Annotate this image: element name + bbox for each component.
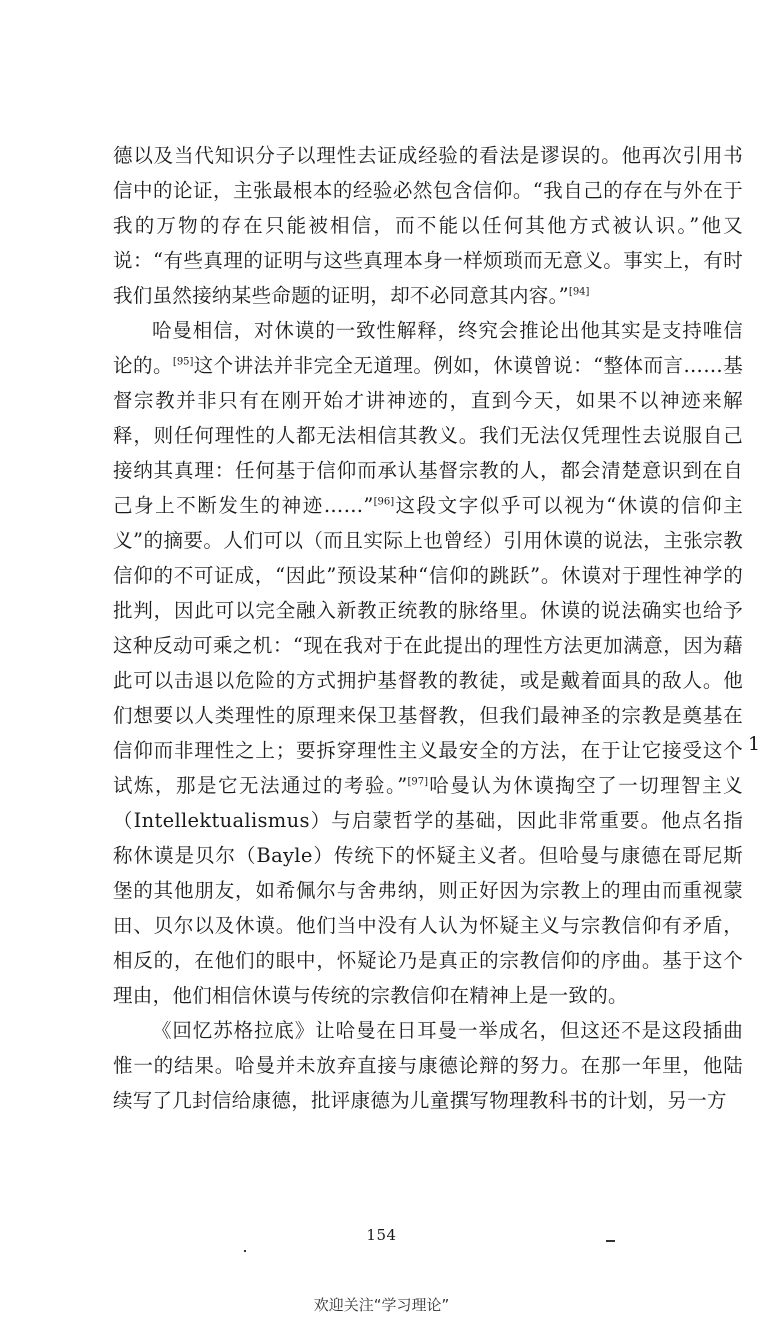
paragraph-text: 德以及当代知识分子以理性去证成经验的看法是谬误的。他再次引用书信中的论证，主张最根本的经验必然包含信仰。“我自己的存在与外在于我的万物的存在只能被相信，而不能以任何其他方式被认识。”他又说：“有些真理的证明与这些真理本身一样烦琐而无意义。事实上，有时我们虽然接纳某些命题的证明，却不必同意其内容。” (113, 144, 743, 307)
page-number: 154 (366, 1226, 397, 1244)
margin-mark: 1 (748, 733, 761, 755)
body-paragraph (113, 313, 743, 1013)
scan-speck (244, 1250, 246, 1252)
footer-note: 欢迎关注“学习理论” (313, 1296, 450, 1314)
page-body (113, 138, 743, 1118)
footnote-marker: [97] (407, 776, 429, 788)
footnote-marker: [95] (172, 356, 194, 368)
body-paragraph (113, 138, 743, 313)
paragraph-text: 哈曼相信，对休谟的一致性解释，终究会推论出他其实是支持唯信论的。 (113, 319, 743, 377)
paragraph-text: 这个讲法并非完全无道理。例如，休谟曾说：“整体而言……基督宗教并非只有在刚开始才讲神迹的，直到今天，如果不以神迹来解释，则任何理性的人都无法相信其教义。我们无法仅凭理性去说服自己接纳其真理：任何基于信仰而承认基督宗教的人，都会清楚意识到在自己身上不断发生的神迹……” (113, 354, 743, 517)
scan-speck (606, 1240, 615, 1242)
body-paragraph (113, 1013, 743, 1118)
paragraph-text: 哈曼认为休谟掏空了一切理智主义（Intellektualismus）与启蒙哲学的基础，因此非常重要。他点名指称休谟是贝尔（Bayle）传统下的怀疑主义者。但哈曼与康德在哥尼斯堡的其他朋友，如希佩尔与舍弗纳，则正好因为宗教上的理由而重视蒙田、贝尔以及休谟。他们当中没有人认为怀疑主义与宗教信仰有矛盾，相反的，在他们的眼中，怀疑论乃是真正的宗教信仰的序曲。基于这个理由，他们相信休谟与传统的宗教信仰在精神上是一致的。 (113, 774, 743, 1007)
paragraph-text: 《回忆苏格拉底》让哈曼在日耳曼一举成名，但这还不是这段插曲惟一的结果。哈曼并未放弃直接与康德论辩的努力。在那一年里，他陆续写了几封信给康德，批评康德为儿童撰写物理教科书的计划，另一方 (113, 1019, 743, 1112)
footnote-marker: [94] (568, 286, 590, 298)
paragraph-text: 这段文字似乎可以视为“休谟的信仰主义”的摘要。人们可以（而且实际上也曾经）引用休谟的说法，主张宗教信仰的不可证成，“因此”预设某种“信仰的跳跃”。休谟对于理性神学的批判，因此可以完全融入新教正统教的脉络里。休谟的说法确实也给予这种反动可乘之机：“现在我对于在此提出的理性方法更加满意，因为藉此可以击退以危险的方式拥护基督教的教徒，或是戴着面具的敌人。他们想要以人类理性的原理来保卫基督教，但我们最神圣的宗教是奠基在信仰而非理性之上；要拆穿理性主义最安全的方法，在于让它接受这个试炼，那是它无法通过的考验。” (113, 494, 743, 797)
footnote-marker: [96] (373, 496, 395, 508)
